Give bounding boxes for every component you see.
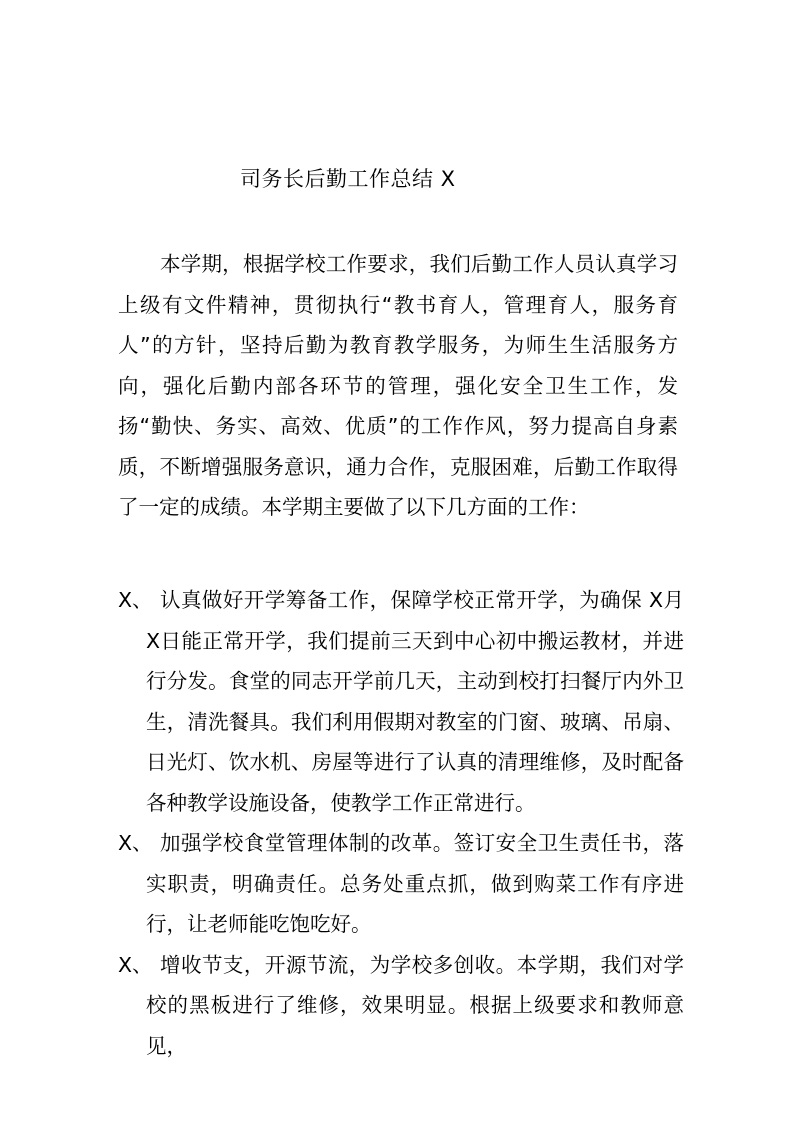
list-item-text: 增收节支，开源节流，为学校多创收。本学期，我们对学校的黑板进行了维修，效果明显。根据上级要求和教师意见， [146,952,684,1058]
list-item-text: 认真做好开学筹备工作，保障学校正常开学，为确保 X月 X日能正常开学，我们提前三天到中心初中搬运教材，并进行分发。食堂的同志开学前几天，主动到校打扫餐厅内外卫生，清洗餐具。我们利用假期对教室的门窗、玻璃、吊扇、日光灯、饮水机、房屋等进行了认真的清理维修，及时配备各种教学设施设备，使教学工作正常进行。 [146,588,684,815]
intro-paragraph: 本学期，根据学校工作要求，我们后勤工作人员认真学习上级有文件精神，贯彻执行“教书育人，管理育人，服务育人”的方针，坚持后勤为教育教学服务，为师生生活服务方向，强化后勤内部各环节的管理，强化安全卫生工作，发扬“勤快、务实、高效、优质”的工作作风，努力提高自身素质，不断增强服务意识，通力合作，克服困难，后勤工作取得了一定的成绩。本学期主要做了以下几方面的工作： [118,252,678,519]
list-marker: X、 [118,588,153,612]
list-item-text: 加强学校食堂管理体制的改革。签订安全卫生责任书，落实职责，明确责任。总务处重点抓，做到购菜工作有序进行，让老师能吃饱吃好。 [146,831,684,936]
list-item [118,945,684,1067]
list-marker: X、 [118,952,153,977]
work-items-list [118,580,684,1066]
list-item [118,823,684,945]
list-marker: X、 [118,831,153,855]
document-title: 司务长后勤工作总结 X [240,167,456,191]
list-item [118,580,684,823]
